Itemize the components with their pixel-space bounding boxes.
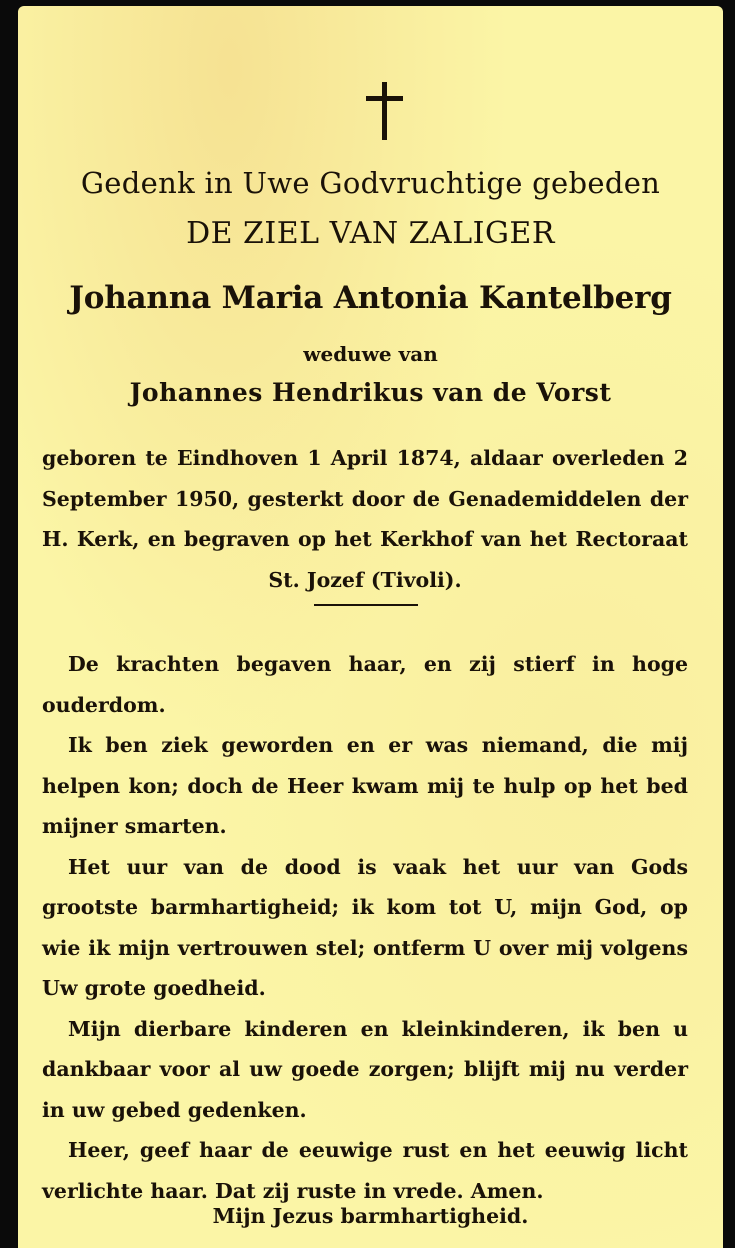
prayer-paragraph: Mijn dierbare kinderen en kleinkinderen, ik ben u dankbaar voor al uw goede zorgen; blijft mij nu verder in uw gebed gedenken. [42, 1016, 688, 1122]
prayer-paragraph: Heer, geef haar de eeuwige rust en het eeuwig licht verlichte haar. Dat zij ruste in vrede. Amen. [42, 1138, 688, 1203]
deceased-name: Johanna Maria Antonia Kantelberg [69, 280, 672, 316]
heading-soul: DE ZIEL VAN ZALIGER [186, 216, 555, 251]
memorial-card [18, 6, 723, 1248]
closing-invocation: Mijn Jezus barmhartigheid. [212, 1204, 529, 1228]
prayer-paragraph: Ik ben ziek geworden en er was niemand, die mij helpen kon; doch de Heer kwam mij te hulp op het bed mijner smarten. [42, 733, 688, 838]
heading-prayer: Gedenk in Uwe Godvruchtige gebeden [80, 166, 661, 200]
relation-text: weduwe van [303, 342, 438, 366]
divider [314, 604, 418, 606]
biography-text: geboren te Eindhoven 1 April 1874, aldaar overleden 2 September 1950, gesterkt door de Genademiddelen der H. Kerk, en begraven op het Kerkhof van het Rectoraat St. Jozef (Tivoli). [42, 446, 688, 592]
prayer-paragraphs [42, 644, 688, 1211]
prayer-paragraph: De krachten begaven haar, en zij stierf in hoge ouderdom. [42, 652, 688, 717]
prayer-paragraph: Het uur van de dood is vaak het uur van Gods grootste barmhartigheid; ik kom tot U, mijn God, op wie ik mijn vertrouwen stel; ontferm U over mij volgens Uw grote goedheid. [42, 854, 688, 1000]
spouse-name: Johannes Hendrikus van de Vorst [129, 378, 612, 407]
cross-icon [365, 82, 405, 140]
